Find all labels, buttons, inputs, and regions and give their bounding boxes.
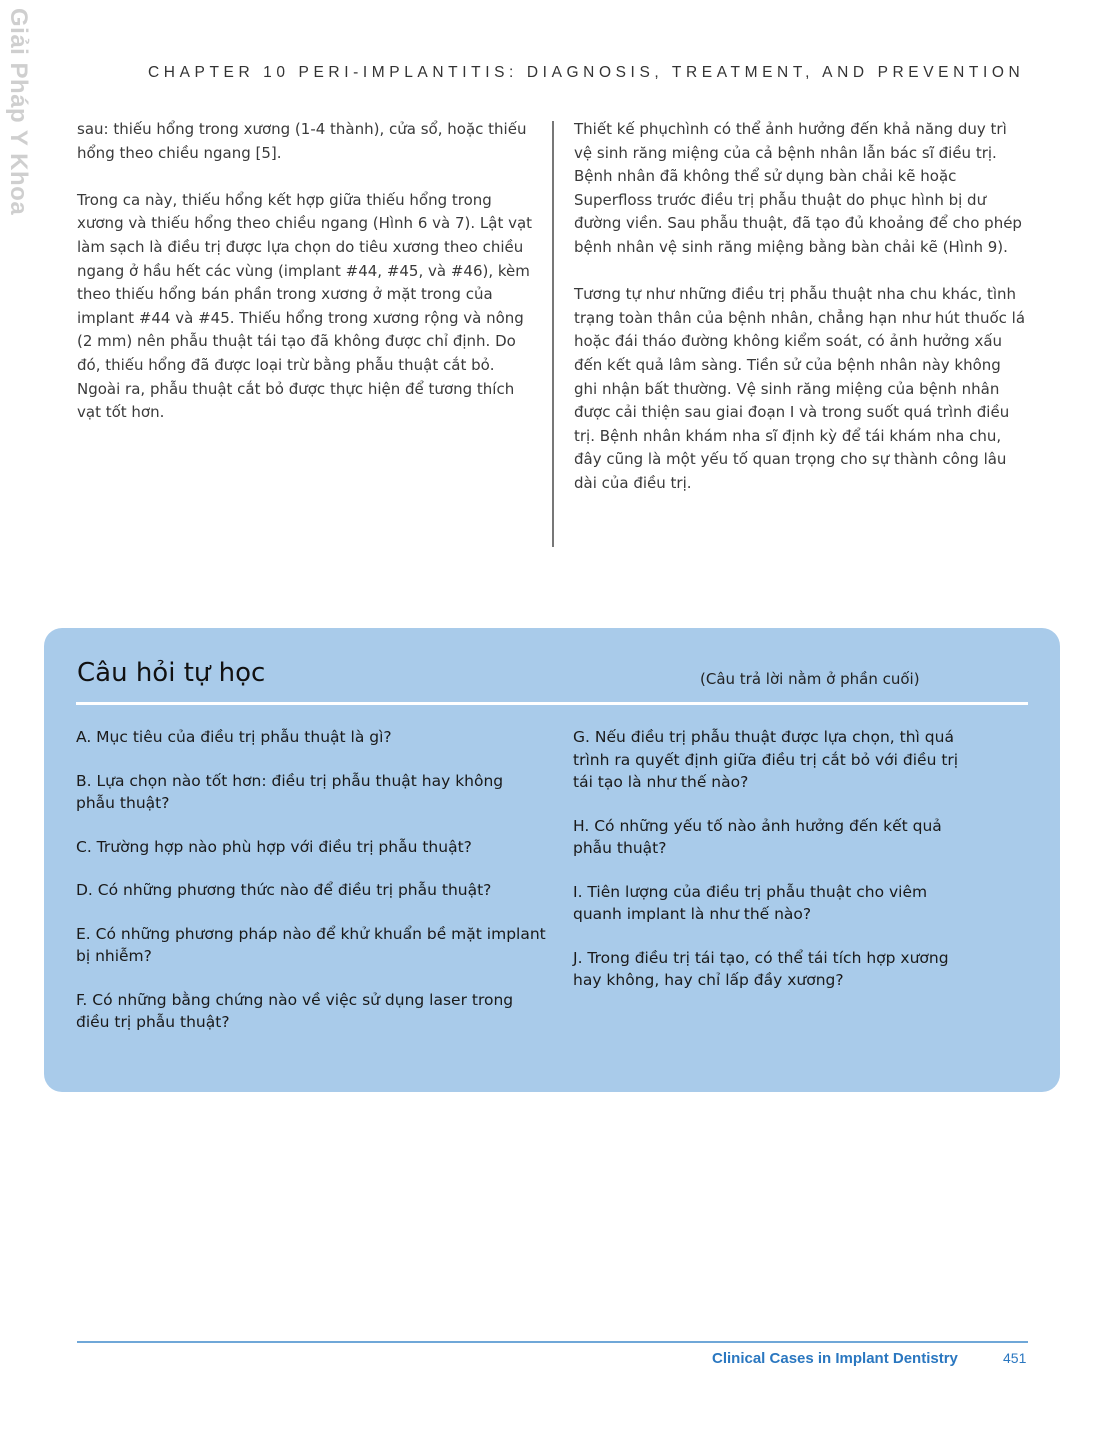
footer-book-title: Clinical Cases in Implant Dentistry	[712, 1350, 958, 1367]
question-e: E. Có những phương pháp nào để khử khuẩn bề mặt implant bị nhiễm?	[76, 924, 546, 965]
running-head: CHAPTER 10 PERI-IMPLANTITIS: DIAGNOSIS, TREATMENT, AND PREVENTION	[148, 64, 1025, 81]
self-study-box	[44, 628, 1060, 1092]
paragraph: Tương tự như những điều trị phẫu thuật nha chu khác, tình trạng toàn thân của bệnh nhân, chẳng hạn như hút thuốc lá hoặc đái tháo đường không kiểm soát, có ảnh hưởng xấu đến kết quả lâm sàng. Tiền sử của bệnh nhân này không ghi nhận bất thường. Vệ sinh răng miệng của bệnh nhân được cải thiện sau giai đoạn I và trong suốt quá trình điều trị. Bệnh nhân khám nha sĩ định kỳ để tái khám nha chu, đây cũng là một yếu tố quan trọng cho sự thành công lâu dài của điều trị.	[574, 285, 1026, 492]
paragraph: Thiết kế phụchình có thể ảnh hưởng đến khả năng duy trì vệ sinh răng miệng của cả bệnh nhân lẫn bác sĩ điều trị. Bệnh nhân đã không thể sử dụng bàn chải kẽ hoặc Superfloss trước điều trị phẫu thuật do phục hình bị dư đường viền. Sau phẫu thuật, đã tạo đủ khoảng để cho phép bệnh nhân vệ sinh răng miệng bằng bàn chải kẽ (Hình 9).	[574, 120, 1022, 256]
watermark: Giải Pháp Y Khoa	[5, 8, 32, 216]
paragraph: sau: thiếu hổng trong xương (1-4 thành), cửa sổ, hoặc thiếu hổng theo chiều ngang [5].	[77, 120, 527, 162]
question-j: J. Trong điều trị tái tạo, có thể tái tích hợp xương hay không, hay chỉ lấp đầy xương?	[573, 948, 949, 989]
question-g: G. Nếu điều trị phẫu thuật được lựa chọn, thì quá trình ra quyết định giữa điều trị cắt bỏ với điều trị tái tạo là như thế nào?	[573, 728, 959, 791]
box-divider	[76, 702, 1028, 705]
questions-right	[573, 726, 973, 1013]
column-divider	[552, 121, 554, 547]
page-number: 451	[1003, 1350, 1027, 1366]
body-column-left	[77, 118, 535, 448]
question-c: C. Trường hợp nào phù hợp với điều trị phẫu thuật?	[76, 837, 472, 856]
question-a: A. Mục tiêu của điều trị phẫu thuật là gì?	[76, 728, 392, 746]
question-d: D. Có những phương thức nào để điều trị phẫu thuật?	[76, 881, 492, 899]
answers-note: (Câu trả lời nằm ở phần cuối)	[700, 670, 920, 688]
body-column-right	[574, 118, 1026, 519]
footer-rule	[77, 1341, 1028, 1343]
paragraph: Trong ca này, thiếu hổng kết hợp giữa thiếu hổng trong xương và thiếu hổng theo chiều ngang (Hình 6 và 7). Lật vạt làm sạch là điều trị được lựa chọn do tiêu xương theo chiều ngang ở hầu hết các vùng (implant #44, #45, và #46), kèm theo thiếu hổng bán phần trong xương ở mặt trong của implant #44 và #45. Thiếu hổng trong xương rộng và nông (2 mm) nên phẫu thuật tái tạo đã không được chỉ định. Do đó, thiếu hổng đã được loại trừ bằng phẫu thuật cắt bỏ. Ngoài ra, phẫu thuật cắt bỏ được thực hiện để tương thích vạt tốt hơn.	[77, 190, 533, 422]
question-h: H. Có những yếu tố nào ảnh hưởng đến kết quả phẫu thuật?	[573, 816, 942, 857]
question-i: I. Tiên lượng của điều trị phẫu thuật cho viêm quanh implant là như thế nào?	[573, 882, 928, 923]
question-f: F. Có những bằng chứng nào về việc sử dụng laser trong điều trị phẫu thuật?	[76, 990, 514, 1031]
question-b: B. Lựa chọn nào tốt hơn: điều trị phẫu thuật hay không phẫu thuật?	[76, 771, 504, 812]
self-study-title: Câu hỏi tự học	[77, 658, 266, 688]
questions-left	[76, 726, 546, 1055]
